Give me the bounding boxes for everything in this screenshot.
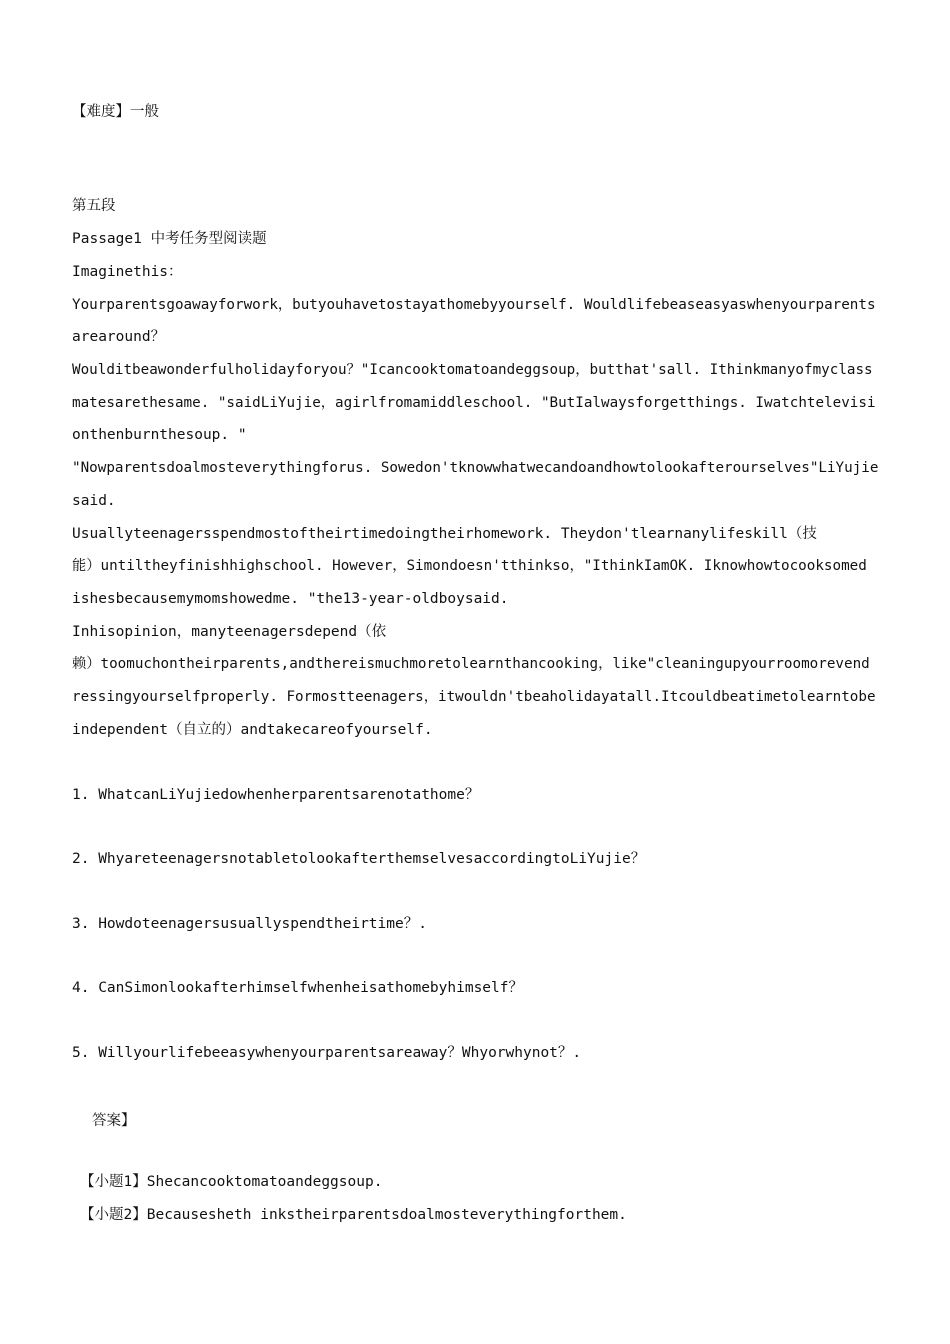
passage-line: ishesbecausemymomshowedme. "the13-year-oldboysaid. [72, 591, 509, 607]
passage-line: Usuallyteenagersspendmostoftheirtimedoingtheirhomework. Theydon'tlearnanylifeskill（技 [72, 526, 817, 542]
passage-line: Inhisopinion，manyteenagersdepend（依 [72, 624, 387, 640]
difficulty-label: 【难度】一般 [72, 104, 159, 120]
passage-line: "Nowparentsdoalmosteverythingforus. Sowedon'tknowwhatwecandoandhowtolookafterourselves"LiYujie [72, 460, 879, 476]
question-item: 2. WhyareteenagersnotabletolookafterthemselvesaccordingtoLiYujie？ [72, 851, 646, 867]
question-item: 1. WhatcanLiYujiedowhenherparentsarenotathome？ [72, 787, 480, 803]
question-item: 4. CanSimonlookafterhimselfwhenheisathomebyhimself？ [72, 980, 523, 996]
passage-title: Passage1 中考任务型阅读题 [72, 231, 267, 247]
passage-line: 能）untiltheyfinishhighschool. However，Simondoesn'tthinkso，"IthinkIamOK. Iknowhowtocooksomed [72, 558, 867, 574]
answer-item: 【小题2】Becausesheth inkstheirparentsdoalmosteverythingforthem. [80, 1207, 627, 1223]
answer-item: 【小题1】Shecancooktomatoandeggsoup. [80, 1174, 383, 1190]
passage-intro: Imaginethis： [72, 264, 183, 280]
passage-line: Yourparentsgoawayforwork，butyouhavetostayathomebyyourself. Wouldlifebeaseasyaswhenyourparents [72, 297, 876, 313]
section-title: 第五段 [72, 198, 116, 214]
passage-line: ressingyourselfproperly. Formostteenagers，itwouldn'tbeaholidayatall.Itcouldbeatimetolearntobe [72, 689, 876, 705]
question-item: 5. Willyourlifebeeasywhenyourparentsareaway？Whyorwhynot？. [72, 1045, 582, 1061]
answer-heading: 答案】 [92, 1113, 136, 1129]
passage-line: onthenburnthesoup. " [72, 427, 247, 443]
passage-line: matesarethesame. "saidLiYujie，agirlfromamiddleschool. "ButIalwaysforgetthings. Iwatchtelevisi [72, 395, 876, 411]
passage-line: arearound？ [72, 329, 166, 345]
passage-line: independent（自立的）andtakecareofyourself. [72, 722, 433, 738]
passage-line: said. [72, 493, 116, 509]
passage-line: Woulditbeawonderfulholidayforyou？"Icancooktomatoandeggsoup，butthat'sall. Ithinkmanyofmyclass [72, 362, 873, 378]
passage-line: 赖）toomuchontheirparents,andthereismuchmoretolearnthancooking，like"cleaningupyourroomorevend [72, 656, 870, 672]
question-item: 3. Howdoteenagersusuallyspendtheirtime？. [72, 916, 427, 932]
